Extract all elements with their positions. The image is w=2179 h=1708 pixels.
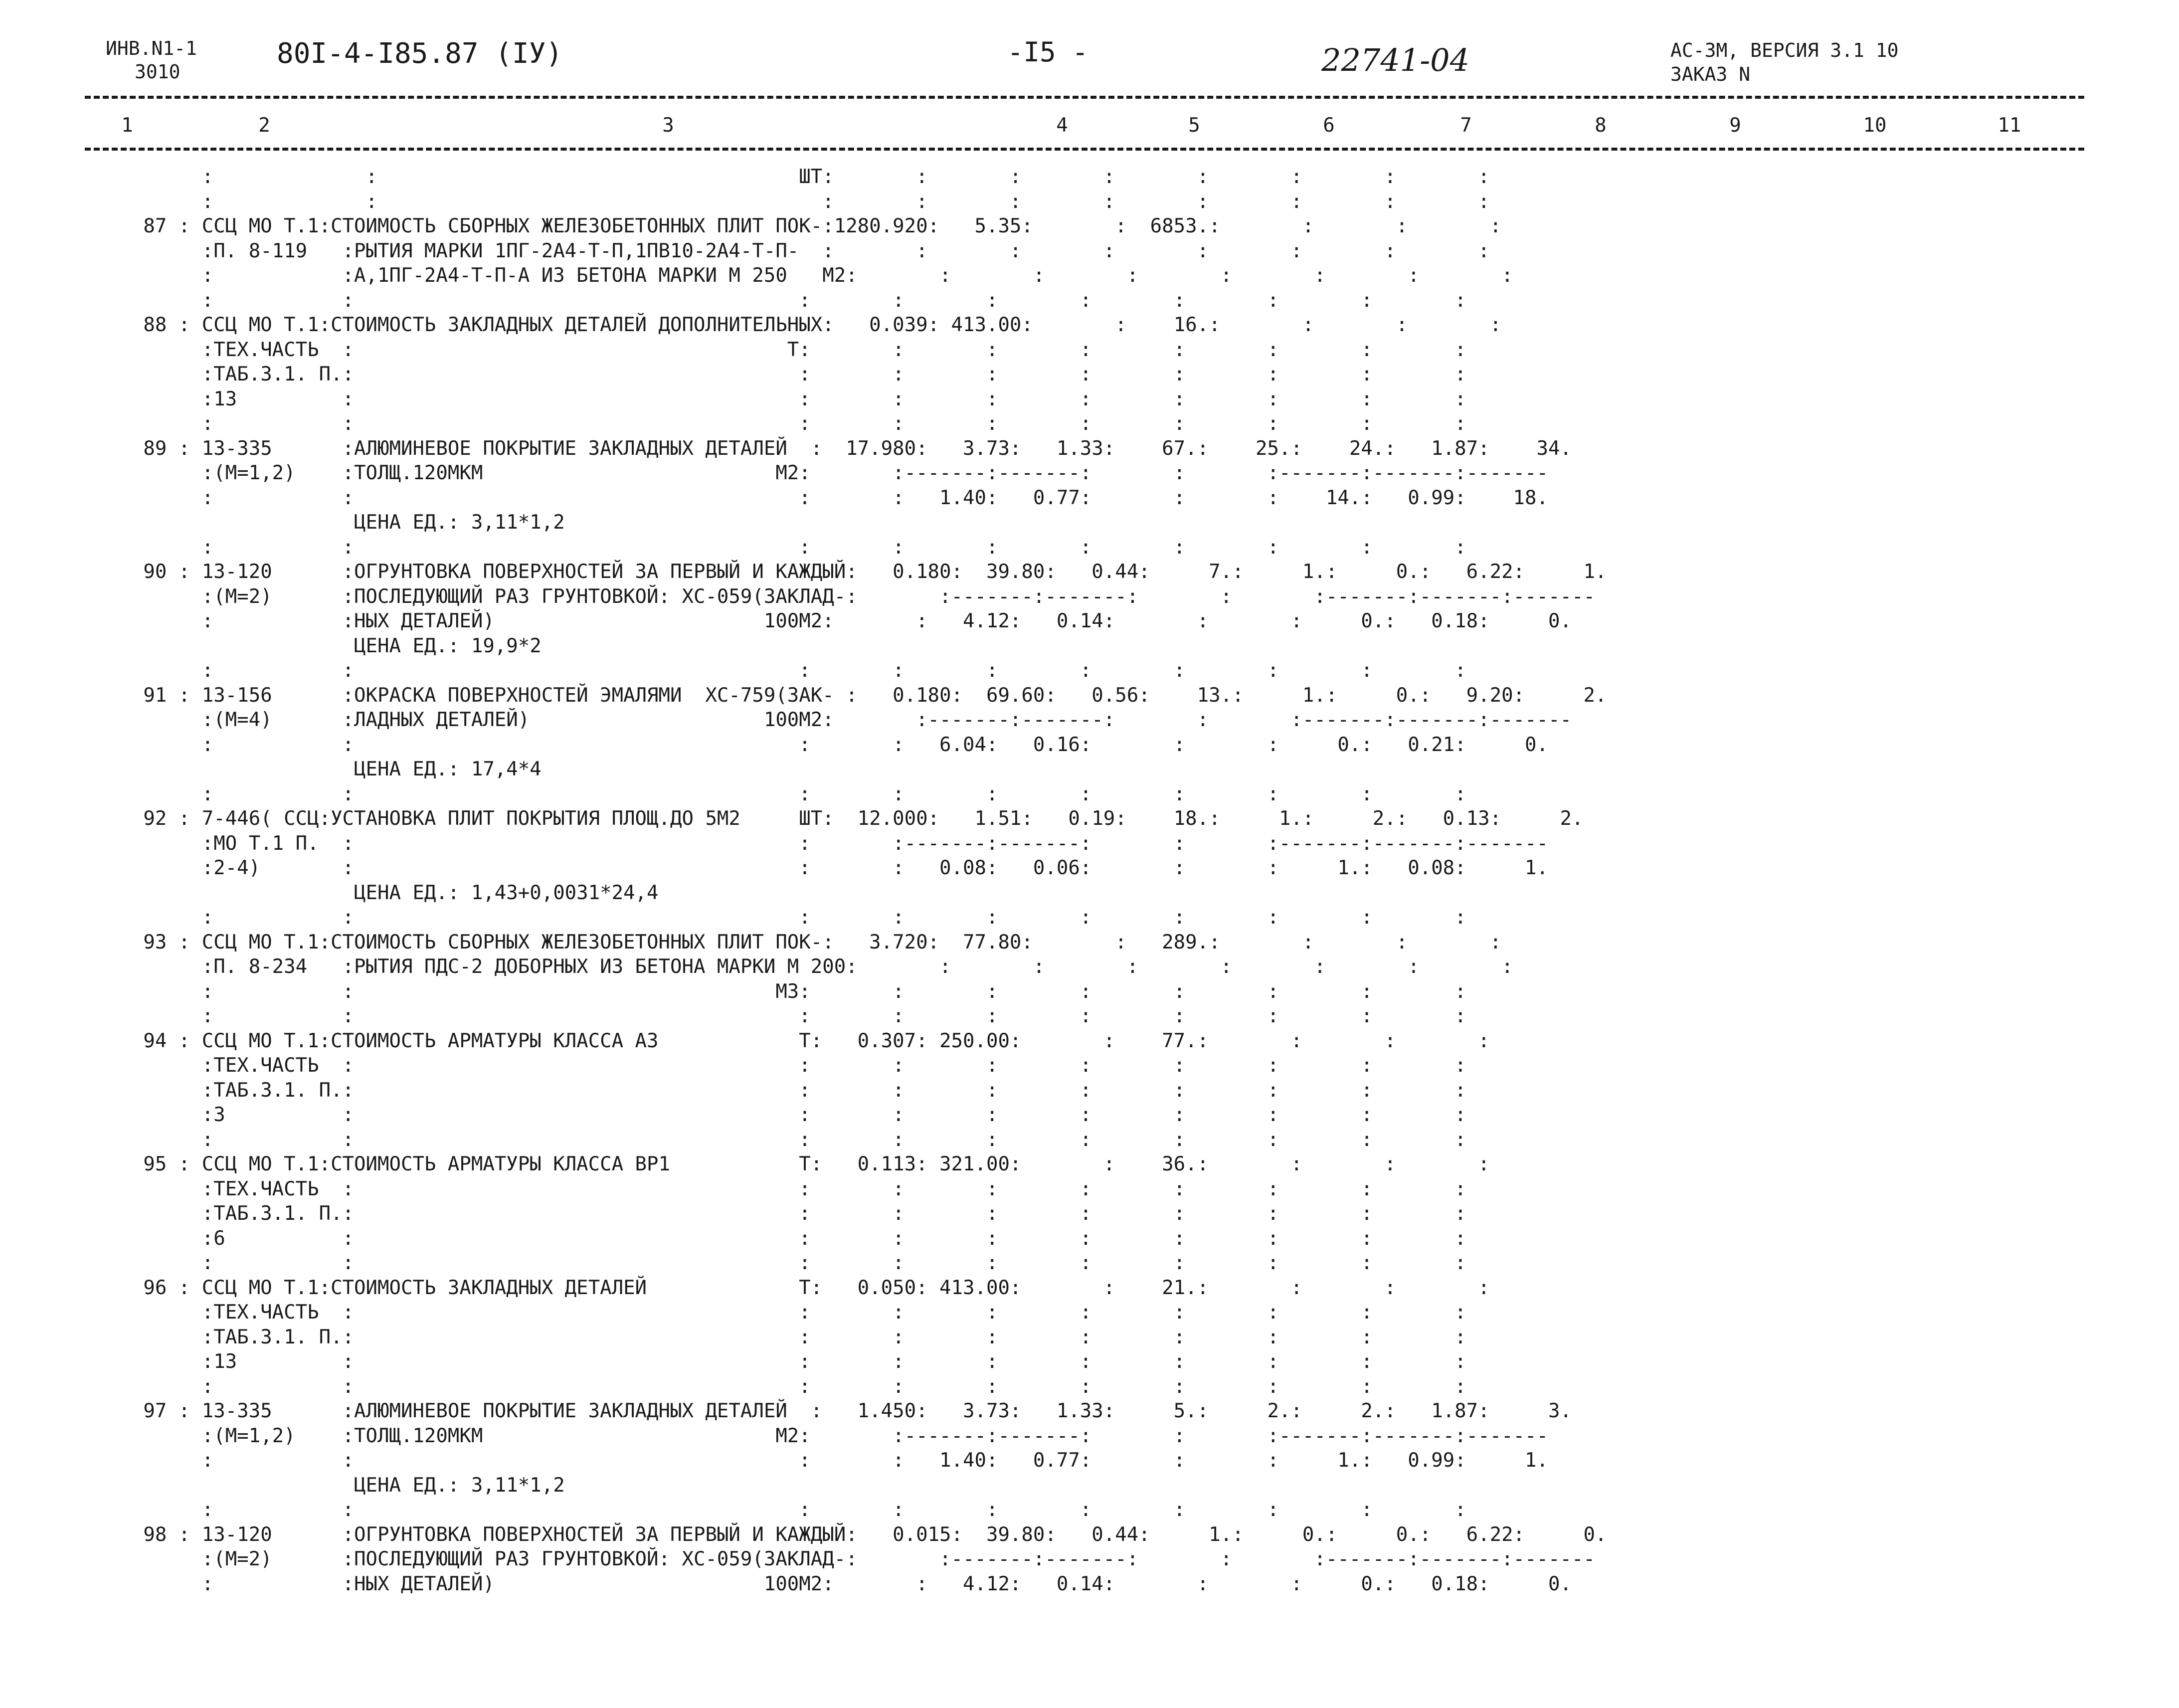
printout-line: : : : : : : : : : :: [85, 190, 1490, 213]
printout-line: :ТАБ.3.1. П.: : : : : : : : :: [85, 1326, 1466, 1348]
printout-line: :ТАБ.3.1. П.: : : : : : : : :: [85, 1079, 1466, 1102]
printout-line: :ТЕХ.ЧАСТЬ : : : : : : : : :: [85, 1177, 1466, 1200]
printout-line: :ТАБ.3.1. П.: : : : : : : : :: [85, 1202, 1466, 1225]
column-number-5: 5: [1188, 114, 1200, 137]
column-number-8: 8: [1595, 114, 1607, 137]
printout-line: :(М=2) :ПОСЛЕДУЮЩИЙ РАЗ ГРУНТОВКОЙ: ХС-059(ЗАКЛАД-: :-------:-------: : :-------:-------:-------: [85, 1548, 1595, 1570]
printout-line: ЦЕНА ЕД.: 3,11*1,2: [85, 511, 565, 534]
printout-line: : : : : : : : : : :: [85, 536, 1466, 559]
printout-line: : : М3: : : : : : : :: [85, 980, 1466, 1003]
printout-line: : : : : : : : : : :: [85, 1128, 1466, 1151]
order-label: ЗАКАЗ N: [1670, 63, 1751, 85]
column-number-10: 10: [1863, 114, 1887, 137]
printout-line: : : : : : : : : : :: [85, 412, 1466, 435]
printout-line: :(М=1,2) :ТОЛЩ.120МКМ М2: :-------:-------: : :-------:-------:-------: [85, 462, 1548, 484]
handwritten-stamp: 22741-04: [1321, 42, 1470, 78]
printout-line: 96 : ССЦ МО Т.1:СТОИМОСТЬ ЗАКЛАДНЫХ ДЕТАЛЕЙ Т: 0.050: 413.00: : 21.: : : :: [85, 1276, 1490, 1299]
column-number-3: 3: [662, 114, 674, 137]
printout-line: :ТЕХ.ЧАСТЬ : : : : : : : : :: [85, 1054, 1466, 1077]
column-number-7: 7: [1460, 114, 1472, 137]
printout-line: :МО Т.1 П. : : :-------:-------: : :-------:-------:-------: [85, 832, 1548, 855]
printout-line: ЦЕНА ЕД.: 19,9*2: [85, 634, 542, 657]
printout-line: : : : : : : : : : :: [85, 1499, 1466, 1521]
column-number-1: 1: [121, 114, 133, 137]
printout-line: ЦЕНА ЕД.: 3,11*1,2: [85, 1474, 565, 1497]
printout-line: 90 : 13-120 :ОГРУНТОВКА ПОВЕРХНОСТЕЙ ЗА ПЕРВЫЙ И КАЖДЫЙ: 0.180: 39.80: 0.44: 7.: 1.: 0.: 6.22: 1.: [85, 561, 1607, 583]
printout-line: : : : : : : : : : :: [85, 906, 1466, 929]
printout-line: :ТАБ.3.1. П.: : : : : : : : :: [85, 363, 1466, 385]
printout-line: :(М=4) :ЛАДНЫХ ДЕТАЛЕЙ) 100М2: :-------:-------: : :-------:-------:-------: [85, 709, 1572, 731]
printout-line: : : : : : : : : : :: [85, 1252, 1466, 1274]
printout-line: : :НЫХ ДЕТАЛЕЙ) 100М2: : 4.12: 0.14: : : 0.: 0.18: 0.: [85, 610, 1572, 632]
header-rule-top: [85, 96, 2084, 99]
printout-line: :ТЕХ.ЧАСТЬ : : : : : : : : :: [85, 1301, 1466, 1324]
printout-line: : : ШТ: : : : : : : :: [85, 166, 1490, 188]
column-number-11: 11: [1997, 114, 2021, 137]
printout-line: 97 : 13-335 :АЛЮМИНЕВОЕ ПОКРЫТИЕ ЗАКЛАДНЫХ ДЕТАЛЕЙ : 1.450: 3.73: 1.33: 5.: 2.: 2.: 1.87: 3.: [85, 1400, 1572, 1422]
printout-line: :6 : : : : : : : : :: [85, 1227, 1466, 1250]
printout-line: 95 : ССЦ МО Т.1:СТОИМОСТЬ АРМАТУРЫ КЛАССА ВР1 Т: 0.113: 321.00: : 36.: : : :: [85, 1153, 1490, 1175]
printout-line: : : : : : : : : : :: [85, 659, 1466, 682]
printout-line: 94 : ССЦ МО Т.1:СТОИМОСТЬ АРМАТУРЫ КЛАССА А3 Т: 0.307: 250.00: : 77.: : : :: [85, 1029, 1490, 1052]
printout-line: ЦЕНА ЕД.: 1,43+0,0031*24,4: [85, 881, 659, 904]
printout-line: : :А,1ПГ-2А4-Т-П-А ИЗ БЕТОНА МАРКИ М 250 М2: : : : : : : :: [85, 264, 1513, 287]
printout-line: :13 : : : : : : : : :: [85, 387, 1466, 410]
printout-line: :13 : : : : : : : : :: [85, 1350, 1466, 1373]
column-number-6: 6: [1323, 114, 1335, 137]
printout-line: 92 : 7-446( ССЦ:УСТАНОВКА ПЛИТ ПОКРЫТИЯ ПЛОЩ.ДО 5М2 ШТ: 12.000: 1.51: 0.19: 18.: 1.: 2.: 0.13: 2.: [85, 807, 1584, 830]
inventory-number: 3010: [135, 61, 181, 83]
printout-line: 89 : 13-335 :АЛЮМИНЕВОЕ ПОКРЫТИЕ ЗАКЛАДНЫХ ДЕТАЛЕЙ : 17.980: 3.73: 1.33: 67.: 25.: 24.: 1.87: 34.: [85, 437, 1572, 460]
column-number-9: 9: [1729, 114, 1741, 137]
printout-line: :3 : : : : : : : : :: [85, 1104, 1466, 1126]
series-number: 80I-4-I85.87 (IУ): [277, 37, 563, 70]
printout-line: 91 : 13-156 :ОКРАСКА ПОВЕРХНОСТЕЙ ЭМАЛЯМИ ХС-759(ЗАК- : 0.180: 69.60: 0.56: 13.: 1.: 0.: 9.20: 2.: [85, 684, 1607, 707]
printout-line: : : : : : : : : : :: [85, 289, 1466, 312]
printout-line: : : : : 6.04: 0.16: : : 0.: 0.21: 0.: [85, 733, 1548, 756]
printout-line: :(М=2) :ПОСЛЕДУЮЩИЙ РАЗ ГРУНТОВКОЙ: ХС-059(ЗАКЛАД-: :-------:-------: : :-------:-------:-------: [85, 585, 1595, 608]
header-rule-bottom: [85, 148, 2084, 151]
printout-line: 98 : 13-120 :ОГРУНТОВКА ПОВЕРХНОСТЕЙ ЗА ПЕРВЫЙ И КАЖДЫЙ: 0.015: 39.80: 0.44: 1.: 0.: 0.: 6.22: 0.: [85, 1523, 1607, 1546]
page-number: -I5 -: [1007, 36, 1089, 68]
program-version: АС-3М, ВЕРСИЯ 3.1 10: [1670, 39, 1899, 61]
printout-line: : :НЫХ ДЕТАЛЕЙ) 100М2: : 4.12: 0.14: : : 0.: 0.18: 0.: [85, 1572, 1572, 1595]
printout-line: ЦЕНА ЕД.: 17,4*4: [85, 758, 542, 780]
printout-line: : : : : : : : : : :: [85, 782, 1466, 805]
inventory-label: ИНВ.N1-1: [106, 37, 197, 59]
printout-line: :ТЕХ.ЧАСТЬ : Т: : : : : : : :: [85, 338, 1466, 361]
printout-line: :(М=1,2) :ТОЛЩ.120МКМ М2: :-------:-------: : :-------:-------:-------: [85, 1424, 1548, 1447]
column-number-4: 4: [1056, 114, 1068, 137]
printout-line: : : : : : : : : : :: [85, 1005, 1466, 1027]
column-number-2: 2: [258, 114, 270, 137]
printout-line: 87 : ССЦ МО Т.1:СТОИМОСТЬ СБОРНЫХ ЖЕЛЕЗОБЕТОННЫХ ПЛИТ ПОК-:1280.920: 5.35: : 6853.: : : :: [85, 215, 1502, 237]
printout-line: :П. 8-234 :РЫТИЯ ПДС-2 ДОБОРНЫХ ИЗ БЕТОНА МАРКИ М 200: : : : : : : :: [85, 955, 1513, 978]
printout-line: : : : : 1.40: 0.77: : : 14.: 0.99: 18.: [85, 486, 1548, 509]
printout-line: :2-4) : : : 0.08: 0.06: : : 1.: 0.08: 1.: [85, 857, 1548, 879]
printout-line: 88 : ССЦ МО Т.1:СТОИМОСТЬ ЗАКЛАДНЫХ ДЕТАЛЕЙ ДОПОЛНИТЕЛЬНЫХ: 0.039: 413.00: : 16.: : : :: [85, 314, 1502, 336]
printout-line: : : : : : : : : : :: [85, 1375, 1466, 1398]
printout-line: :П. 8-119 :РЫТИЯ МАРКИ 1ПГ-2А4-Т-П,1ПВ10-2А4-Т-П- : : : : : : : :: [85, 239, 1490, 262]
printout-line: 93 : ССЦ МО Т.1:СТОИМОСТЬ СБОРНЫХ ЖЕЛЕЗОБЕТОННЫХ ПЛИТ ПОК-: 3.720: 77.80: : 289.: : : :: [85, 931, 1502, 953]
printout-line: : : : : 1.40: 0.77: : : 1.: 0.99: 1.: [85, 1449, 1548, 1472]
